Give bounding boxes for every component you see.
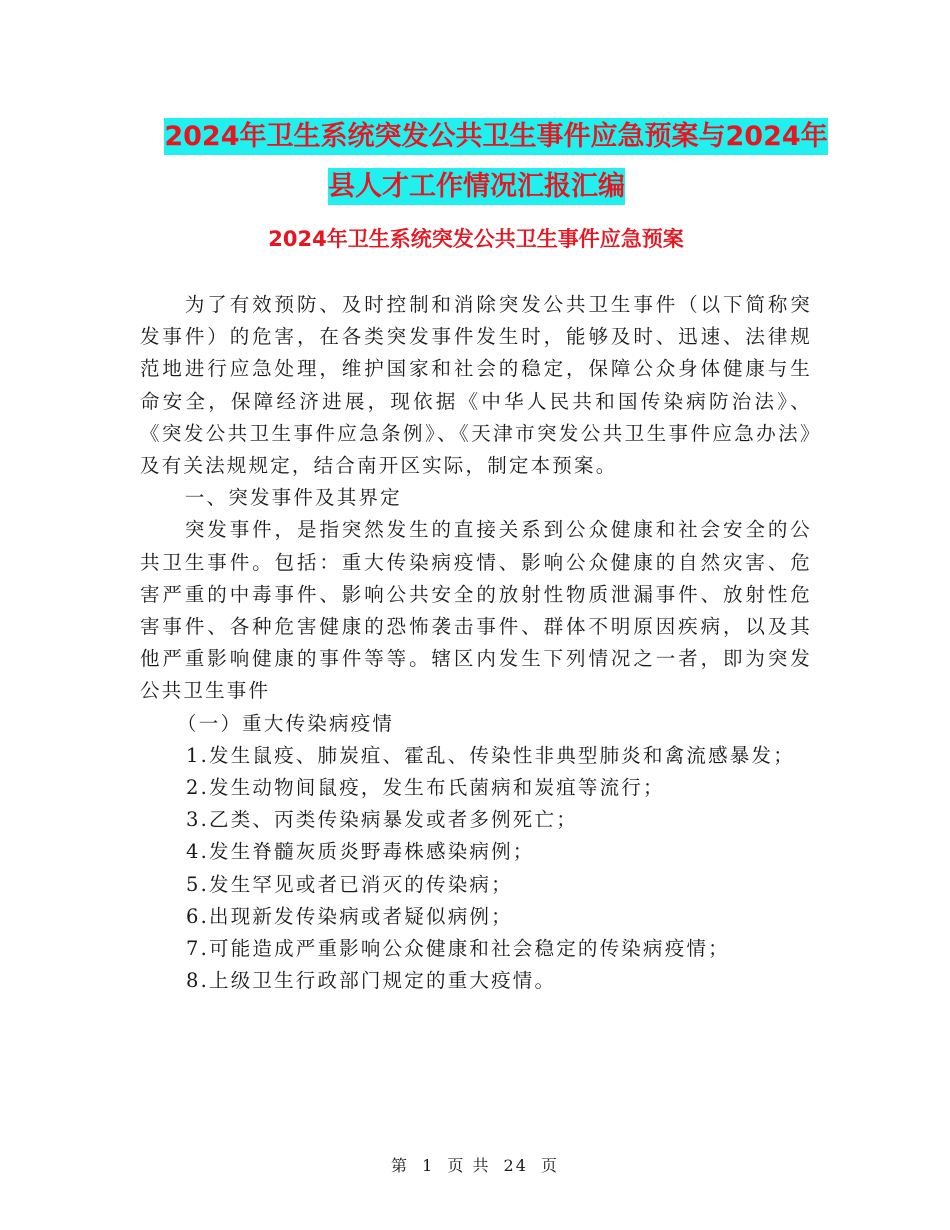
footer-total-pages: 24 (503, 1156, 528, 1175)
list-item: 8.上级卫生行政部门规定的重大疫情。 (186, 969, 557, 993)
list-item: 1.发生鼠疫、肺炭疽、霍乱、传染性非典型肺炎和禽流感暴发； (186, 743, 795, 767)
intro-paragraph: 为了有效预防、及时控制和消除突发公共卫生事件（以下简称突发事件）的危害，在各类突发事件发生时，能够及时、迅速、法律规范地进行应急处理，维护国家和社会的稳定，保障公众身体健康与生命安全，保障经济进展，现依据《中华人民共和国传染病防治法》、《突发公共卫生事件应急条例》、《天津市突发公共卫生事件应急办法》及有关法规规定，结合南开区实际，制定本预案。 (140, 293, 812, 478)
page-footer (0, 1153, 950, 1176)
main-title-line1: 2024年卫生系统突发公共卫生事件应急预案与2024年 (164, 118, 827, 155)
footer-prefix: 第 (390, 1156, 409, 1175)
definition-paragraph: 突发事件，是指突然发生的直接关系到公众健康和社会安全的公共卫生事件。包括：重大传染病疫情、影响公众健康的自然灾害、危害严重的中毒事件、影响公共安全的放射性物质泄漏事件、放射性危害事件、各种危害健康的恐怖袭击事件、群体不明原因疾病，以及其他严重影响健康的事件等等。辖区内发生下列情况之一者，即为突发公共卫生事件 (140, 518, 812, 703)
main-title-line2: 县人才工作情况汇报汇编 (328, 168, 625, 205)
list-item: 4.发生脊髓灰质炎野毒株感染病例； (186, 840, 535, 864)
list-item: 5.发生罕见或者已消灭的传染病； (186, 872, 513, 896)
heading-section-1: 一、突发事件及其界定 (184, 486, 402, 510)
document-main-title (140, 112, 852, 212)
list-item: 3.乙类、丙类传染病暴发或者多例死亡； (186, 808, 578, 832)
list-item: 2.发生动物间鼠疫，发生布氏菌病和炭疽等流行； (186, 776, 665, 800)
heading-subsection-1: （一）重大传染病疫情 (177, 711, 395, 735)
footer-middle: 页 共 (447, 1156, 491, 1175)
section-title: 2024年卫生系统突发公共卫生事件应急预案 (268, 227, 684, 251)
document-body (140, 289, 812, 997)
list-item: 7.可能造成严重影响公众健康和社会稳定的传染病疫情； (186, 937, 730, 961)
list-item: 6.出现新发传染病或者疑似病例； (186, 904, 513, 928)
footer-page-number: 1 (422, 1156, 435, 1175)
footer-suffix: 页 (541, 1156, 560, 1175)
